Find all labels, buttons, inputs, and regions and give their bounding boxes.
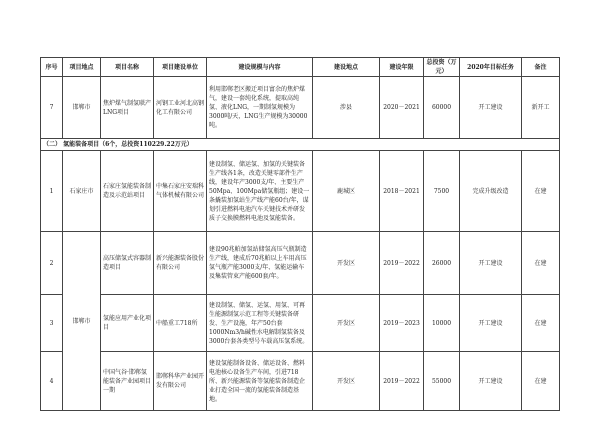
cell-years: 2018－2021 — [380, 151, 424, 232]
cell-name: 中国气谷·邯郸氢能装备产业园项目一期 — [101, 352, 154, 411]
header-cell: 序号 — [41, 58, 63, 77]
table-row — [41, 295, 560, 352]
cell-remark: 在建 — [522, 352, 560, 411]
cell-years: 2019－2022 — [380, 352, 424, 411]
cell-site: 开发区 — [313, 232, 380, 295]
header-cell: 2020年目标任务 — [460, 58, 522, 77]
table-header-row — [41, 58, 560, 77]
cell-name: 焦炉煤气制氢联产LNG项目 — [101, 77, 154, 139]
cell-years: 2019－2023 — [380, 295, 424, 352]
cell-target: 开工建设 — [460, 232, 522, 295]
cell-site: 鹿城区 — [313, 151, 380, 232]
cell-content: 建设制氢、储运氢、加氢的关键装备生产线各1条，改造关键零部件生产线，建设年产3000支/年、主要生产50Mpa、100Mpa储氢瓶组；建设一条撬装加氢站生产线产能60台/年，谋划引进燃料电池汽车关键技术并研发质子交换膜燃料电池及氢能装备。 — [207, 151, 313, 232]
cell-unit: 河钢工业河北高钢化工有限公司 — [154, 77, 207, 139]
table-row — [41, 352, 560, 411]
cell-name: 氢能应用产业化项目 — [101, 295, 154, 352]
table-row — [41, 77, 560, 139]
header-cell: 项目名称 — [101, 58, 154, 77]
cell-name: 石家庄氢能装备制造及示范站项目 — [101, 151, 154, 232]
header-cell: 建设规模与内容 — [207, 58, 313, 77]
section-row — [41, 139, 560, 151]
cell-remark: 在建 — [522, 151, 560, 232]
cell-no: 7 — [41, 77, 63, 139]
header-cell: 建设地点 — [313, 58, 380, 77]
cell-investment: 55000 — [424, 352, 460, 411]
cell-content: 利用邯郸老区搬迁项目富余的焦炉煤气，建设一套纯化系统，提取高纯氢、液化LNG，一期制氢规模为3000吨/天，LNG生产规模为30000吨。 — [207, 77, 313, 139]
cell-no: 4 — [41, 352, 63, 411]
table-row — [41, 232, 560, 295]
cell-investment: 26000 — [424, 232, 460, 295]
cell-location: 邯郸市 — [63, 77, 101, 139]
cell-years: 2020－2021 — [380, 77, 424, 139]
cell-no: 1 — [41, 151, 63, 232]
table-row — [41, 151, 560, 232]
cell-site: 开发区 — [313, 295, 380, 352]
header-cell: 总投资（万元） — [424, 58, 460, 77]
cell-unit: 邯郸科华产业园开发有限公司 — [154, 352, 207, 411]
cell-remark: 在建 — [522, 295, 560, 352]
cell-name: 高压储氢式容器制造项目 — [101, 232, 154, 295]
cell-investment: 10000 — [424, 295, 460, 352]
cell-location: 石家庄市 — [63, 151, 101, 232]
cell-unit: 中集石家庄安瑞科气体机械有限公司 — [154, 151, 207, 232]
cell-years: 2019－2022 — [380, 232, 424, 295]
cell-no: 2 — [41, 232, 63, 295]
cell-target: 开工建设 — [460, 295, 522, 352]
cell-unit: 中船重工718所 — [154, 295, 207, 352]
header-cell: 备注 — [522, 58, 560, 77]
cell-unit: 新兴能源装备股份有限公司 — [154, 232, 207, 295]
cell-remark: 新开工 — [522, 77, 560, 139]
cell-remark: 在建 — [522, 232, 560, 295]
header-cell: 项目建设单位 — [154, 58, 207, 77]
cell-content: 建设制氢、储氢、运氢、用氢、可再生能源制氢示范工程等关键装备研发、生产设施，年产50台套1000Nm3/h碱性水电解制氢装备及3000台套各类型号车载高压氢系统。 — [207, 295, 313, 352]
cell-no: 3 — [41, 295, 63, 352]
cell-location-merged: 邯郸市 — [63, 232, 101, 411]
project-table — [40, 57, 560, 411]
cell-site: 涉县 — [313, 77, 380, 139]
cell-investment: 7500 — [424, 151, 460, 232]
cell-content: 建设90兆帕加氢站储氢高压气瓶制造生产线，建成后70兆帕以上车用高压氢气瓶产能3000支/年、氢能运输车及集装管束产能600套/年。 — [207, 232, 313, 295]
cell-content: 建设氢能制备设备、储运设备、燃料电池核心设备生产车间，引进718所、新兴能源装备等氢能装备制造企业打造全国一流的氢能装备制造基地。 — [207, 352, 313, 411]
cell-target: 开工建设 — [460, 77, 522, 139]
section-title: （二） 氢能装备项目（6个，总投资110229.22万元） — [41, 139, 560, 151]
cell-target: 开工建设 — [460, 352, 522, 411]
cell-target: 完成升级改造 — [460, 151, 522, 232]
cell-site: 开发区 — [313, 352, 380, 411]
header-cell: 项目地点 — [63, 58, 101, 77]
cell-investment: 60000 — [424, 77, 460, 139]
header-cell: 建设年限 — [380, 58, 424, 77]
